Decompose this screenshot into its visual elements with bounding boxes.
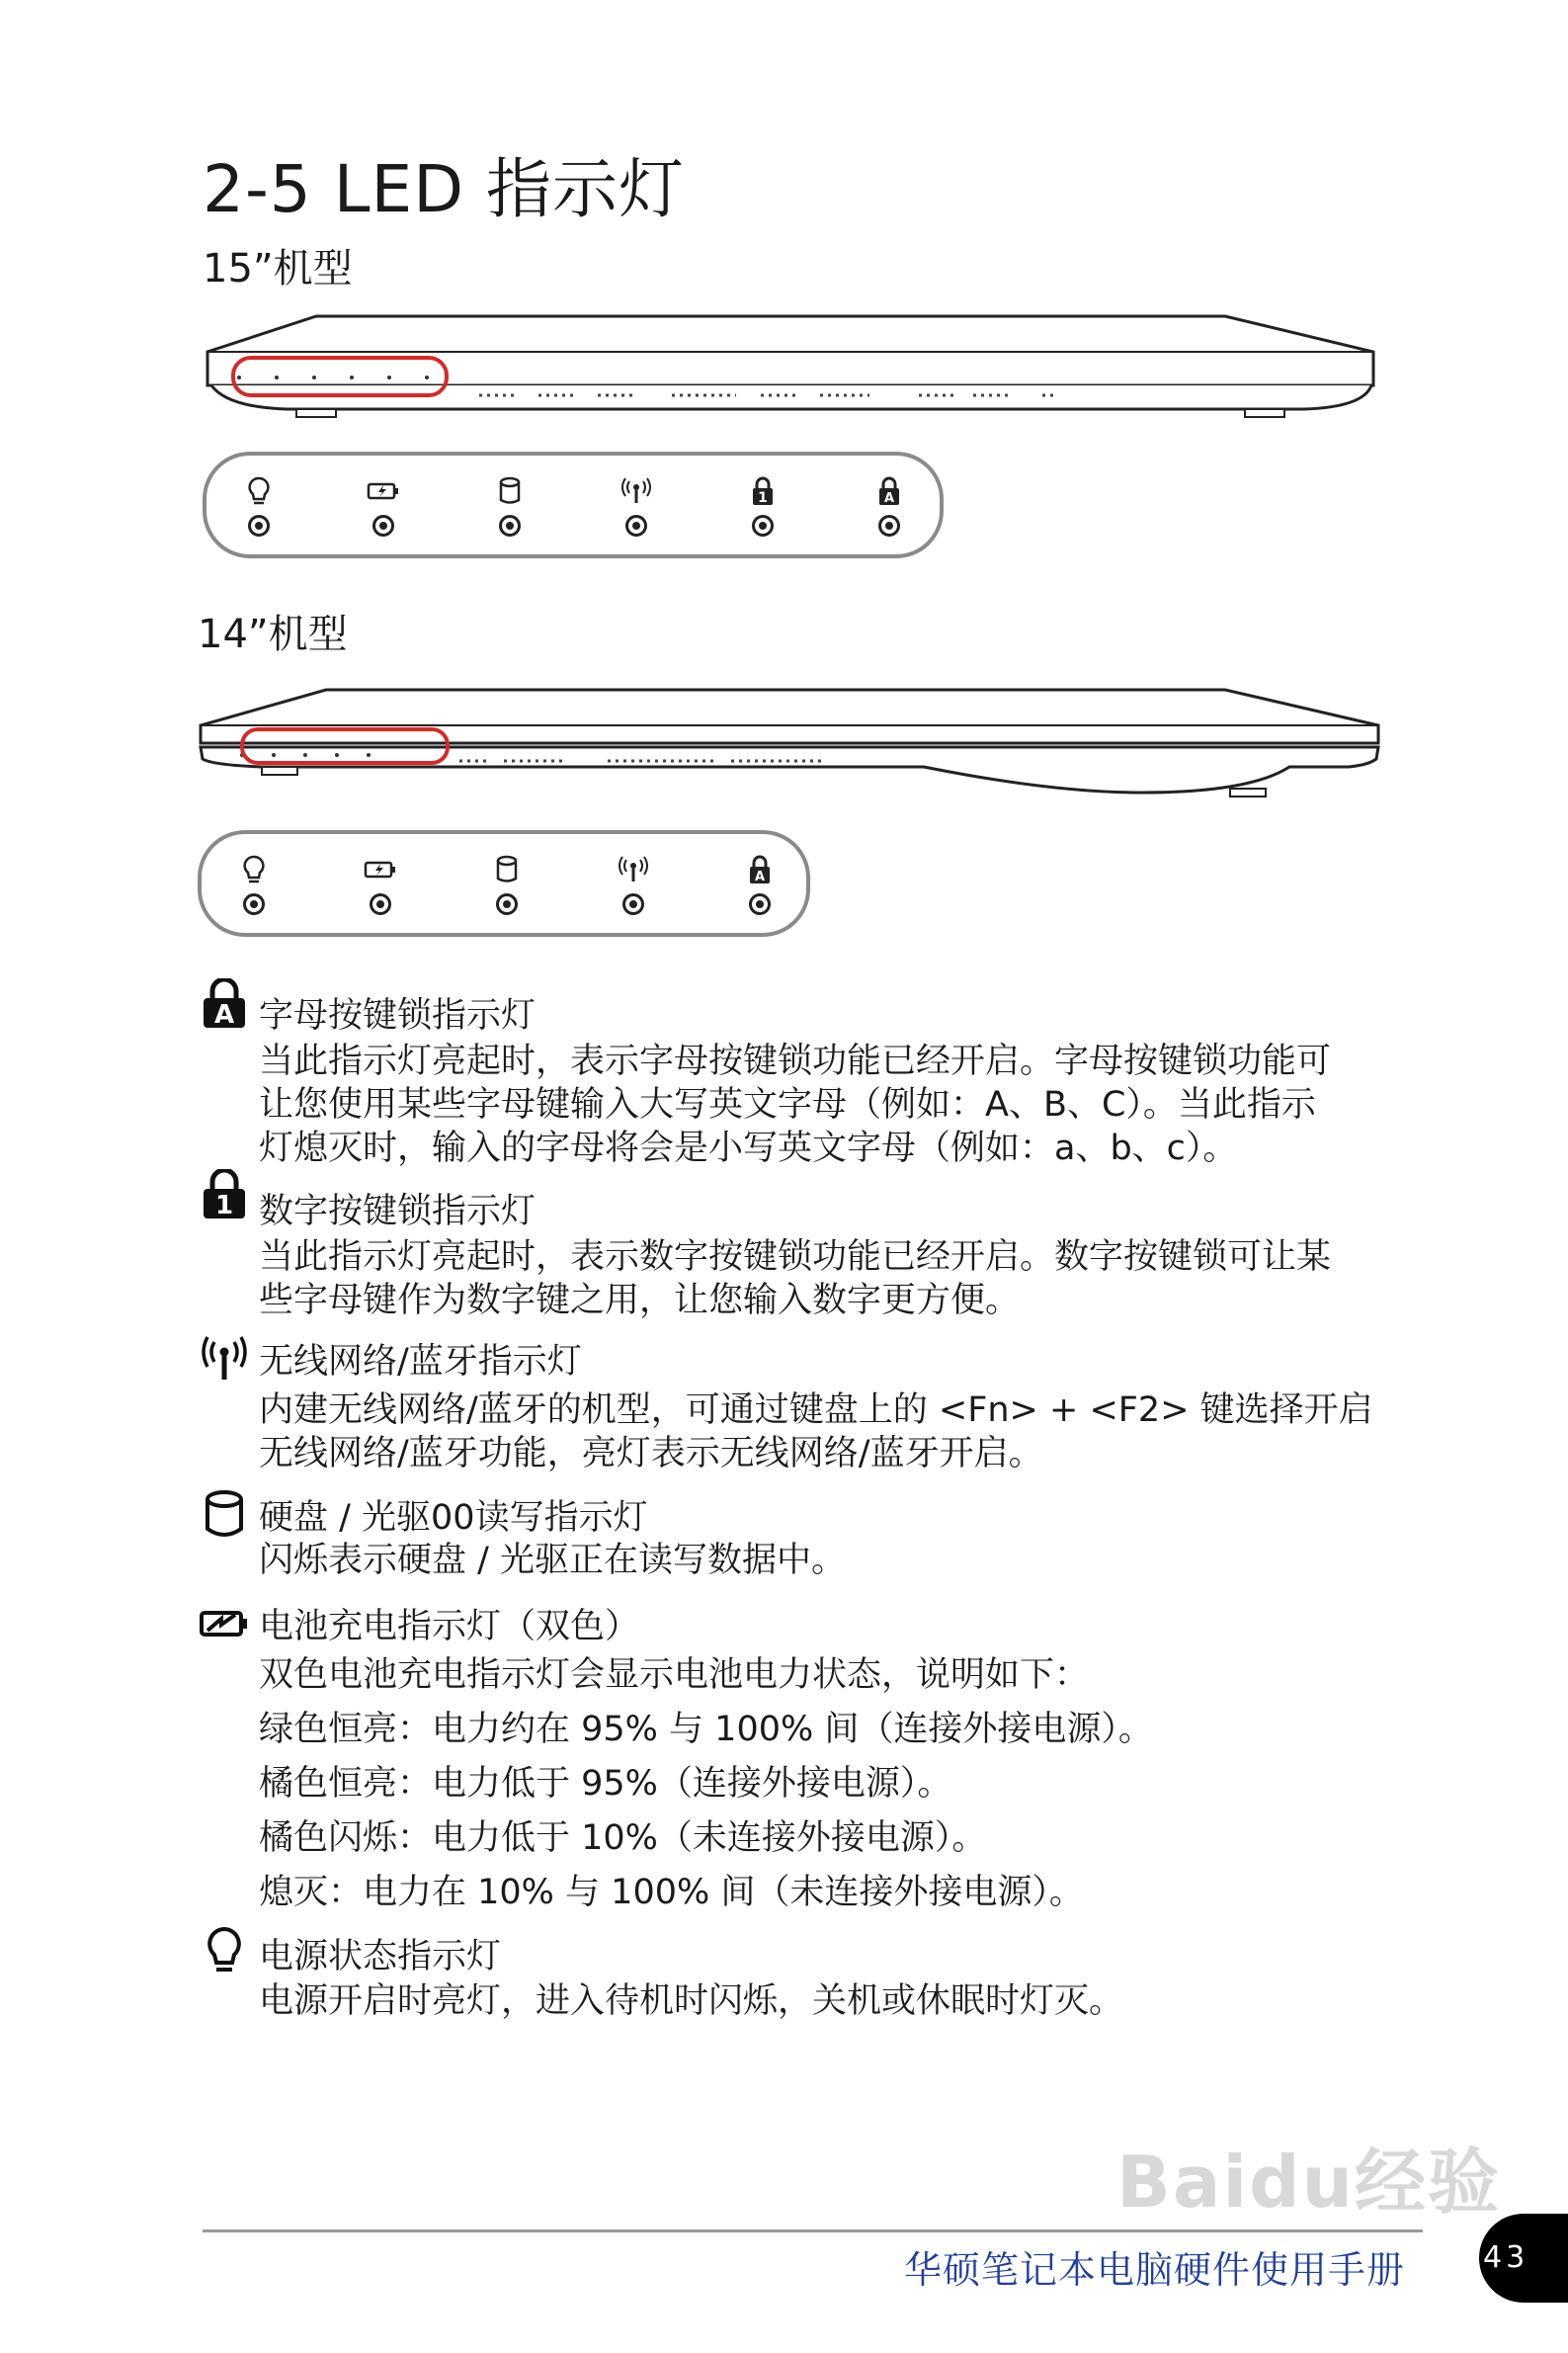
power-icon bbox=[240, 854, 268, 885]
battery-line-5: 熄灭：电力在 10% 与 100% 间（未连接外接电源）。 bbox=[259, 1873, 1084, 1912]
power-line-1: 电源开启时亮灯，进入待机时闪烁，关机或休眠时灯灭。 bbox=[259, 1981, 1124, 2021]
footer-manual-title: 华硕笔记本电脑硬件使用手册 bbox=[904, 2248, 1406, 2292]
wireless-line-2: 无线网络/蓝牙功能，亮灯表示无线网络/蓝牙开启。 bbox=[259, 1434, 1043, 1473]
num-lock-description bbox=[259, 1235, 1331, 1322]
led-battery-14 bbox=[346, 854, 415, 915]
page-number: 43 bbox=[1479, 2214, 1568, 2303]
battery-line-3: 橘色恒亮：电力低于 95%（连接外接电源）。 bbox=[259, 1764, 952, 1804]
power-icon bbox=[245, 475, 273, 507]
battery-heading: 电池充电指示灯（双色） bbox=[259, 1607, 640, 1646]
hdd-line-1: 闪烁表示硬盘 / 光驱正在读写数据中。 bbox=[259, 1541, 847, 1580]
caps-lock-description bbox=[259, 1040, 1331, 1170]
svg-text:1: 1 bbox=[758, 490, 768, 506]
battery-line-4: 橘色闪烁：电力低于 10%（未连接外接电源）。 bbox=[259, 1818, 987, 1858]
power-icon bbox=[200, 1925, 249, 1975]
hdd-icon bbox=[200, 1489, 249, 1539]
led-power-14 bbox=[219, 854, 289, 915]
led-hdd-15 bbox=[475, 475, 544, 537]
led-dot bbox=[622, 893, 644, 915]
battery-icon bbox=[200, 1599, 249, 1648]
led-dot bbox=[749, 893, 771, 915]
svg-text:A: A bbox=[754, 870, 766, 884]
led-panel-15 bbox=[203, 452, 944, 558]
caps-lock-line-2: 让您使用某些字母键输入大写英文字母（例如：A、B、C）。当此指示 bbox=[259, 1085, 1316, 1125]
footer-divider bbox=[203, 2229, 1423, 2232]
wireless-icon bbox=[200, 1334, 249, 1384]
led-dot bbox=[496, 893, 518, 915]
laptop-15-front-view bbox=[198, 308, 1383, 422]
led-dot bbox=[243, 893, 265, 915]
wireless-heading: 无线网络/蓝牙指示灯 bbox=[259, 1342, 582, 1382]
svg-text:1: 1 bbox=[214, 1191, 234, 1219]
num-lock-line-2: 些字母键作为数字键之用，让您输入数字更方便。 bbox=[259, 1281, 1021, 1320]
battery-line-1: 双色电池充电指示灯会显示电池电力状态，说明如下： bbox=[259, 1655, 1090, 1695]
num-lock-icon bbox=[750, 475, 776, 507]
led-dot bbox=[372, 515, 394, 537]
led-dot bbox=[752, 515, 774, 537]
model-15-label: 15”机型 bbox=[203, 246, 353, 292]
led-hdd-14 bbox=[472, 854, 541, 915]
led-dot bbox=[625, 515, 647, 537]
led-battery-15 bbox=[349, 475, 418, 537]
led-num-lock-15 bbox=[728, 475, 797, 537]
battery-icon bbox=[364, 854, 397, 885]
caps-lock-icon bbox=[747, 854, 773, 885]
wireless-description bbox=[259, 1388, 1373, 1475]
wireless-icon bbox=[617, 854, 650, 885]
hdd-heading: 硬盘 / 光驱00读写指示灯 bbox=[259, 1498, 648, 1538]
wireless-line-1: 内建无线网络/蓝牙的机型，可通过键盘上的 <Fn> + <F2> 键选择开启 bbox=[259, 1390, 1373, 1430]
led-power-15 bbox=[224, 475, 293, 537]
caps-lock-line-3: 灯熄灭时，输入的字母将会是小写英文字母（例如：a、b、c）。 bbox=[259, 1129, 1238, 1168]
caps-lock-icon bbox=[876, 475, 902, 507]
page-title: 2-5 LED 指示灯 bbox=[203, 151, 686, 227]
num-lock-icon bbox=[200, 1169, 249, 1219]
svg-text:A: A bbox=[883, 491, 895, 506]
led-dot bbox=[499, 515, 521, 537]
caps-lock-line-1: 当此指示灯亮起时，表示字母按键锁功能已经开启。字母按键锁功能可 bbox=[259, 1042, 1332, 1081]
num-lock-heading: 数字按键锁指示灯 bbox=[259, 1192, 536, 1231]
led-dot bbox=[878, 515, 900, 537]
led-dot bbox=[248, 515, 270, 537]
battery-icon bbox=[367, 475, 400, 507]
caps-lock-icon bbox=[200, 978, 249, 1028]
power-description bbox=[259, 1979, 1123, 2023]
wireless-icon bbox=[619, 475, 653, 507]
led-wireless-14 bbox=[599, 854, 668, 915]
led-caps-lock-14 bbox=[725, 854, 794, 915]
caps-lock-heading: 字母按键锁指示灯 bbox=[259, 996, 536, 1036]
power-heading: 电源状态指示灯 bbox=[259, 1937, 502, 1976]
watermark: Baidu经验 bbox=[1116, 2141, 1501, 2224]
hdd-icon bbox=[494, 854, 520, 885]
led-caps-lock-15 bbox=[855, 475, 924, 537]
laptop-14-front-view bbox=[193, 682, 1388, 810]
battery-line-2: 绿色恒亮：电力约在 95% 与 100% 间（连接外接电源）。 bbox=[259, 1710, 1153, 1749]
hdd-description bbox=[259, 1539, 846, 1582]
battery-description bbox=[259, 1648, 1153, 1920]
led-panel-14 bbox=[198, 830, 810, 937]
model-14-label: 14”机型 bbox=[198, 612, 348, 657]
svg-text:A: A bbox=[213, 1000, 235, 1028]
num-lock-line-1: 当此指示灯亮起时，表示数字按键锁功能已经开启。数字按键锁可让某 bbox=[259, 1237, 1332, 1277]
led-dot bbox=[370, 893, 391, 915]
hdd-icon bbox=[497, 475, 523, 507]
led-wireless-15 bbox=[602, 475, 671, 537]
